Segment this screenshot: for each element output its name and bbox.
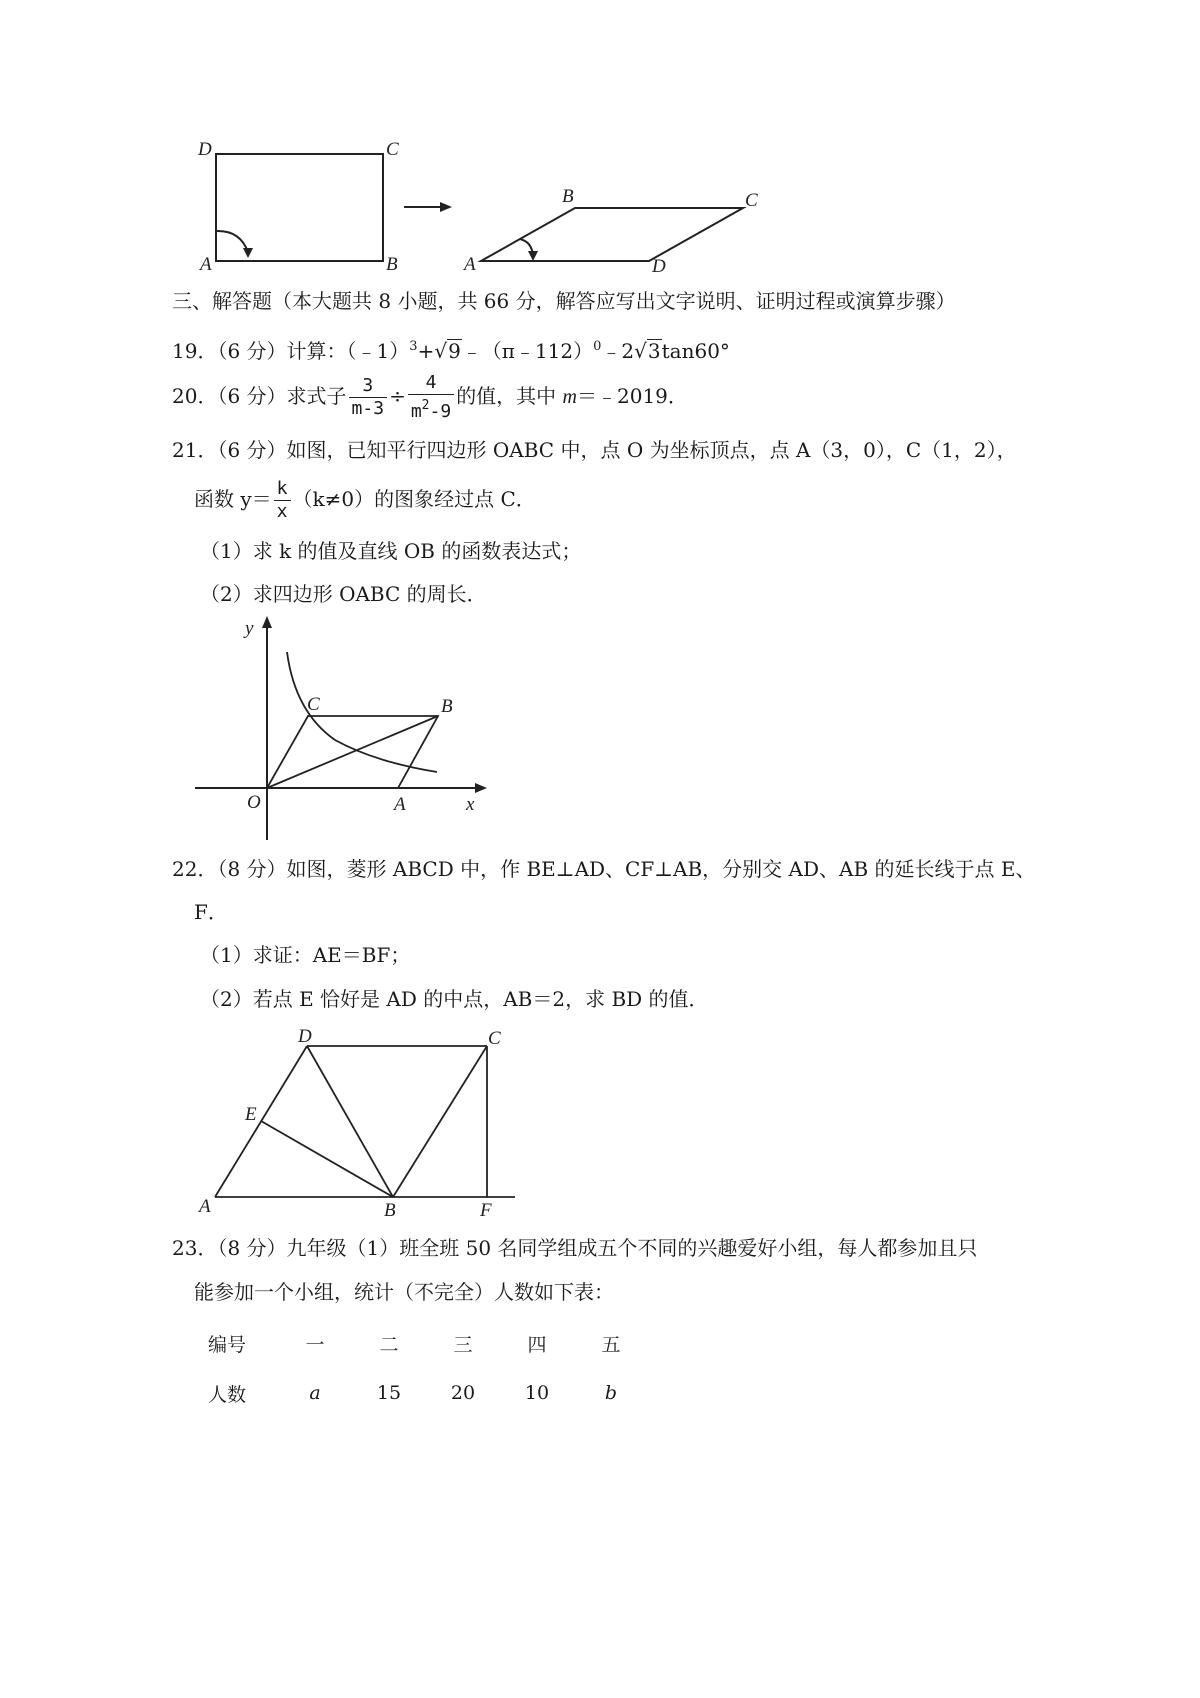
q20-divide: ÷ [389,384,406,408]
table-cell: 四 [527,1333,547,1356]
q21-text-1: 如图，已知平行四边形 OABC 中，点 O 为坐标顶点，点 A（3，0），C（1，2）， [286,438,1017,462]
q19-minus2: ﹣2 [601,339,635,363]
q19-number: 19． [172,339,218,363]
q20-frac1-denominator: m-3 [351,398,385,419]
q21-subquestion-2: （2）求四边形 OABC 的周长． [200,582,487,606]
q19-tail: tan60° [661,339,730,363]
diagonal-ob [267,716,438,788]
side-cb [393,1046,487,1197]
q20-suffix-2: ＝﹣2019． [577,384,688,408]
table-cell: 三 [453,1333,473,1356]
label-y: y [245,618,254,639]
label-rect-a: A [200,254,212,275]
question-22-line-1 [172,855,1035,883]
label-para-c: C [745,190,758,211]
q21-frac-numerator: k [274,478,291,501]
label-b: B [441,696,453,717]
rectangle-abcd [216,154,383,261]
label-f: F [480,1200,492,1221]
rect-to-parallelogram-figure [190,130,790,280]
q21-subquestion-1: （1）求 k 的值及直线 OB 的函数表达式； [200,539,582,563]
table-row [208,1368,648,1418]
label-a: A [199,1196,211,1217]
group-count-table [208,1318,648,1418]
q20-fraction-1 [349,375,388,420]
label-d: D [298,1026,312,1047]
question-21-line-1 [172,436,1017,464]
table-cell: 一 [305,1333,325,1356]
q21-text-2-prefix: 函数 y＝ [194,487,272,511]
arc-arrowhead-right [528,251,538,261]
q19-score: （6 分） [217,339,287,363]
label-rect-b: B [386,254,398,275]
q19-plus: + [417,339,435,363]
q20-prefix: 求式子 [286,384,347,408]
label-x: x [466,794,475,815]
label-b: B [384,1200,396,1221]
q20-frac2-denominator: $m^2-9$ [410,398,452,422]
q21-number: 21． [172,438,218,462]
label-para-b: B [562,186,574,207]
parallelogram-abcd [481,208,743,261]
coordinate-figure [195,612,495,844]
q20-frac1-numerator: 3 [349,375,388,398]
table-cell: 20 [450,1382,476,1404]
sqrt-symbol: √ [434,339,448,363]
q19-radicand2: 3 [647,339,661,363]
segment-be [261,1121,393,1197]
transform-arrowhead [440,202,452,212]
label-e: E [245,1104,257,1125]
q19-exp2: 0 [593,339,602,354]
question-19 [172,333,730,365]
section-heading: 三、解答题（本大题共 8 小题，共 66 分，解答应写出文字说明、证明过程或演算步骤） [172,289,956,313]
q19-radicand1: 9 [448,339,461,363]
table-header-row [208,1318,648,1368]
label-para-a: A [464,254,476,275]
question-20 [172,371,688,423]
table-cell: 二 [379,1333,399,1356]
label-c: C [307,694,320,715]
question-23-line-2: 能参加一个小组，统计（不完全）人数如下表： [194,1280,614,1304]
question-23-line-1 [172,1234,977,1262]
q21-fraction [274,478,291,523]
label-c: C [488,1028,501,1049]
sqrt-symbol: √ [634,339,647,363]
q23-text-1: 九年级（1）班全班 50 名同学组成五个不同的兴趣爱好小组，每人都参加且只 [286,1236,978,1260]
q19-mid: ﹣（π﹣112） [461,339,594,363]
table-cell: 编号 [208,1333,247,1356]
q22-text-1: 如图，菱形 ABCD 中，作 BE⊥AD、CF⊥AB，分别交 AD、AB 的延长线于点 E、 [286,857,1036,881]
q20-score: （6 分） [217,384,287,408]
question-21-line-2 [194,474,536,524]
table-cell: a [309,1382,321,1404]
label-rect-c: C [386,139,399,160]
q23-number: 23． [172,1236,218,1260]
rhombus-figure [195,1022,525,1222]
q22-score: （8 分） [217,857,287,881]
q20-frac2-numerator: 4 [408,372,454,395]
question-22-line-2: F． [194,900,228,924]
q20-fraction-2 [408,372,454,423]
q21-text-2-suffix: （k≠0）的图象经过点 C． [292,487,536,511]
q22-number: 22． [172,857,218,881]
q20-number: 20． [172,384,218,408]
x-axis-arrowhead [475,783,487,793]
label-a: A [394,794,406,815]
q21-score: （6 分） [217,438,287,462]
table-cell: 五 [601,1333,621,1356]
table-cell: 人数 [208,1383,247,1406]
q20-var-m: m [562,386,577,408]
q21-frac-denominator: x [276,501,288,522]
label-para-d: D [652,256,666,277]
angle-arc-left [216,231,248,252]
q22-subquestion-1: （1）求证：AE＝BF； [200,943,411,967]
q19-prefix: 计算：（﹣1） [286,339,410,363]
table-cell: 10 [524,1382,550,1404]
q22-subquestion-2: （2）若点 E 恰好是 AD 的中点，AB＝2，求 BD 的值． [200,987,709,1011]
label-o: O [247,792,261,813]
label-rect-d: D [198,139,212,160]
table-cell: 15 [376,1382,402,1404]
y-axis-arrowhead [262,616,272,628]
q23-score: （8 分） [217,1236,287,1260]
table-cell: b [604,1382,618,1404]
q19-exp1: 3 [409,339,418,354]
q20-suffix-1: 的值，其中 [456,384,563,408]
arc-arrowhead-left [243,248,253,258]
diagonal-bd [307,1046,393,1197]
